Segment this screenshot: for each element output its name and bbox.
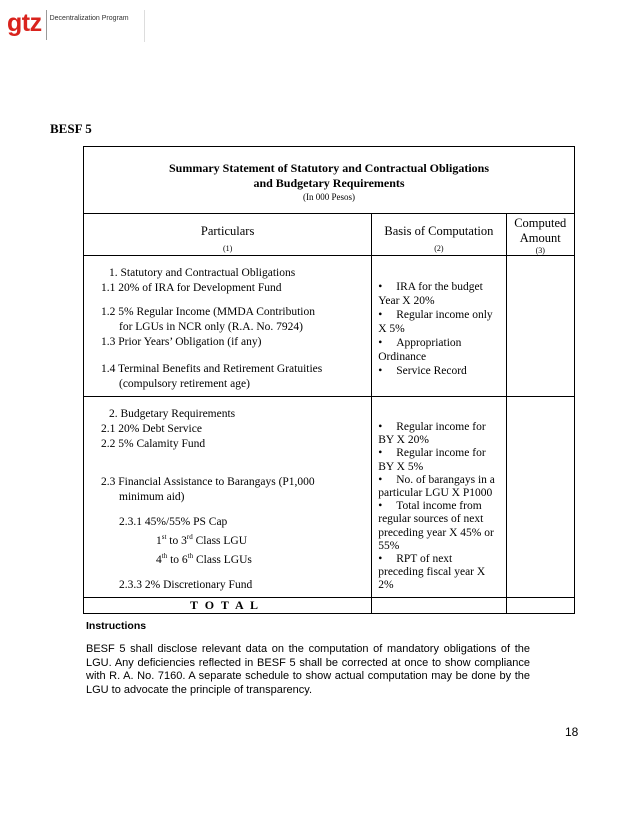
particular-line: 2.3 Financial Assistance to Barangays (P1,000: [101, 476, 315, 488]
particular-line: 2.1 20% Debt Service: [101, 423, 202, 435]
particular-line: 1.4 Terminal Benefits and Retirement Gratuities: [101, 363, 323, 375]
total-basis-cell: [372, 598, 506, 614]
basis-line: preceding year X 45% or: [378, 526, 494, 539]
header-particulars-label: Particulars: [200, 224, 255, 238]
basis-item: • RPT of next: [378, 553, 453, 566]
logo-divider: [46, 10, 47, 40]
basis-line: preceding fiscal year X: [378, 566, 486, 579]
section1-particulars: [84, 256, 372, 397]
basis-item: • Service Record: [378, 365, 467, 377]
instructions-heading: Instructions: [86, 620, 147, 632]
particular-line: 1.2 5% Regular Income (MMDA Contribution: [101, 306, 316, 318]
header-basis: [372, 214, 506, 256]
particular-line: 1st to 3rd Class LGU: [156, 533, 248, 547]
basis-line: particular LGU X P1000: [378, 487, 493, 500]
section2-particulars: [84, 397, 372, 598]
logo-box-border: [60, 10, 145, 42]
table-title-cell: [84, 147, 575, 214]
table-title-line1: Summary Statement of Statutory and Contractual Obligations: [169, 161, 489, 175]
particular-line: 1.1 20% of IRA for Development Fund: [101, 282, 282, 294]
bullet-icon: •: [378, 281, 383, 293]
bullet-icon: •: [378, 500, 383, 513]
particular-line: minimum aid): [119, 491, 185, 503]
basis-line: BY X 20%: [378, 434, 429, 447]
header-particulars: [84, 214, 372, 256]
basis-item: • Regular income only: [378, 309, 493, 321]
header-amount-num: (3): [535, 246, 545, 255]
basis-line: Ordinance: [378, 351, 427, 363]
particular-line: 2.3.3 2% Discretionary Fund: [119, 578, 253, 591]
section1-basis: [372, 256, 506, 397]
basis-line: 55%: [378, 539, 400, 552]
particular-line: (compulsory retirement age): [119, 378, 250, 390]
program-name: Decentralization Program: [49, 15, 129, 22]
bullet-icon: •: [378, 365, 383, 377]
header-basis-label: Basis of Computation: [384, 224, 494, 238]
header-amount-label-1: Computed: [514, 216, 567, 230]
bullet-icon: •: [378, 553, 383, 566]
bullet-icon: •: [378, 447, 383, 460]
header-amount: [506, 214, 574, 256]
bullet-icon: •: [378, 309, 383, 321]
table-title-unit: (In 000 Pesos): [303, 192, 355, 202]
basis-line: regular sources of next: [378, 513, 484, 526]
logo-mark: gtz: [7, 9, 42, 37]
particular-line: 2.3.1 45%/55% PS Cap: [119, 516, 228, 528]
header-particulars-num: (1): [222, 244, 233, 253]
bullet-icon: •: [378, 473, 383, 486]
basis-line: X 5%: [378, 323, 405, 335]
section2-basis: [372, 397, 506, 598]
basis-item: • Regular income for: [378, 421, 486, 433]
total-label-cell: [84, 598, 372, 614]
table-title-line2: and Budgetary Requirements: [253, 176, 405, 190]
basis-line: BY X 5%: [378, 460, 424, 473]
document-label: BESF 5: [50, 121, 92, 136]
particular-line: 2.2 5% Calamity Fund: [101, 438, 206, 450]
particular-line: 4th to 6th Class LGUs: [156, 551, 252, 566]
header-basis-num: (2): [434, 244, 444, 253]
total-amount-cell: [506, 598, 574, 614]
basis-line: 2%: [378, 579, 394, 592]
basis-item: • Regular income for: [378, 447, 486, 460]
header-amount-label-2: Amount: [519, 231, 561, 245]
basis-line: Year X 20%: [378, 295, 435, 307]
basis-item: • Total income from: [378, 500, 482, 513]
particular-line: 1.3 Prior Years’ Obligation (if any): [101, 336, 262, 348]
particular-line: for LGUs in NCR only (R.A. No. 7924): [119, 321, 303, 333]
page-number: 18: [565, 725, 579, 739]
particular-line: 1. Statutory and Contractual Obligations: [109, 267, 296, 279]
bullet-icon: •: [378, 337, 383, 349]
basis-item: • Appropriation: [378, 337, 462, 349]
instructions-body: BESF 5 shall disclose relevant data on the computation of mandatory obligations of the LGU. Any deficiencies reflected in BESF 5 shall be corrected at once to show compliance with R. A. No. 7160. A separate schedule to show actual computation may be done by the LGU to advocate the principle of transparency.: [86, 643, 530, 696]
basis-item: • No. of barangays in a: [378, 473, 495, 486]
basis-item: • IRA for the budget: [378, 281, 483, 293]
total-label: T O T A L: [190, 598, 261, 612]
section1-amount: [506, 256, 574, 397]
bullet-icon: •: [378, 421, 383, 433]
section2-amount: [506, 397, 574, 598]
particular-line: 2. Budgetary Requirements: [109, 408, 236, 420]
summary-table: [83, 146, 575, 614]
